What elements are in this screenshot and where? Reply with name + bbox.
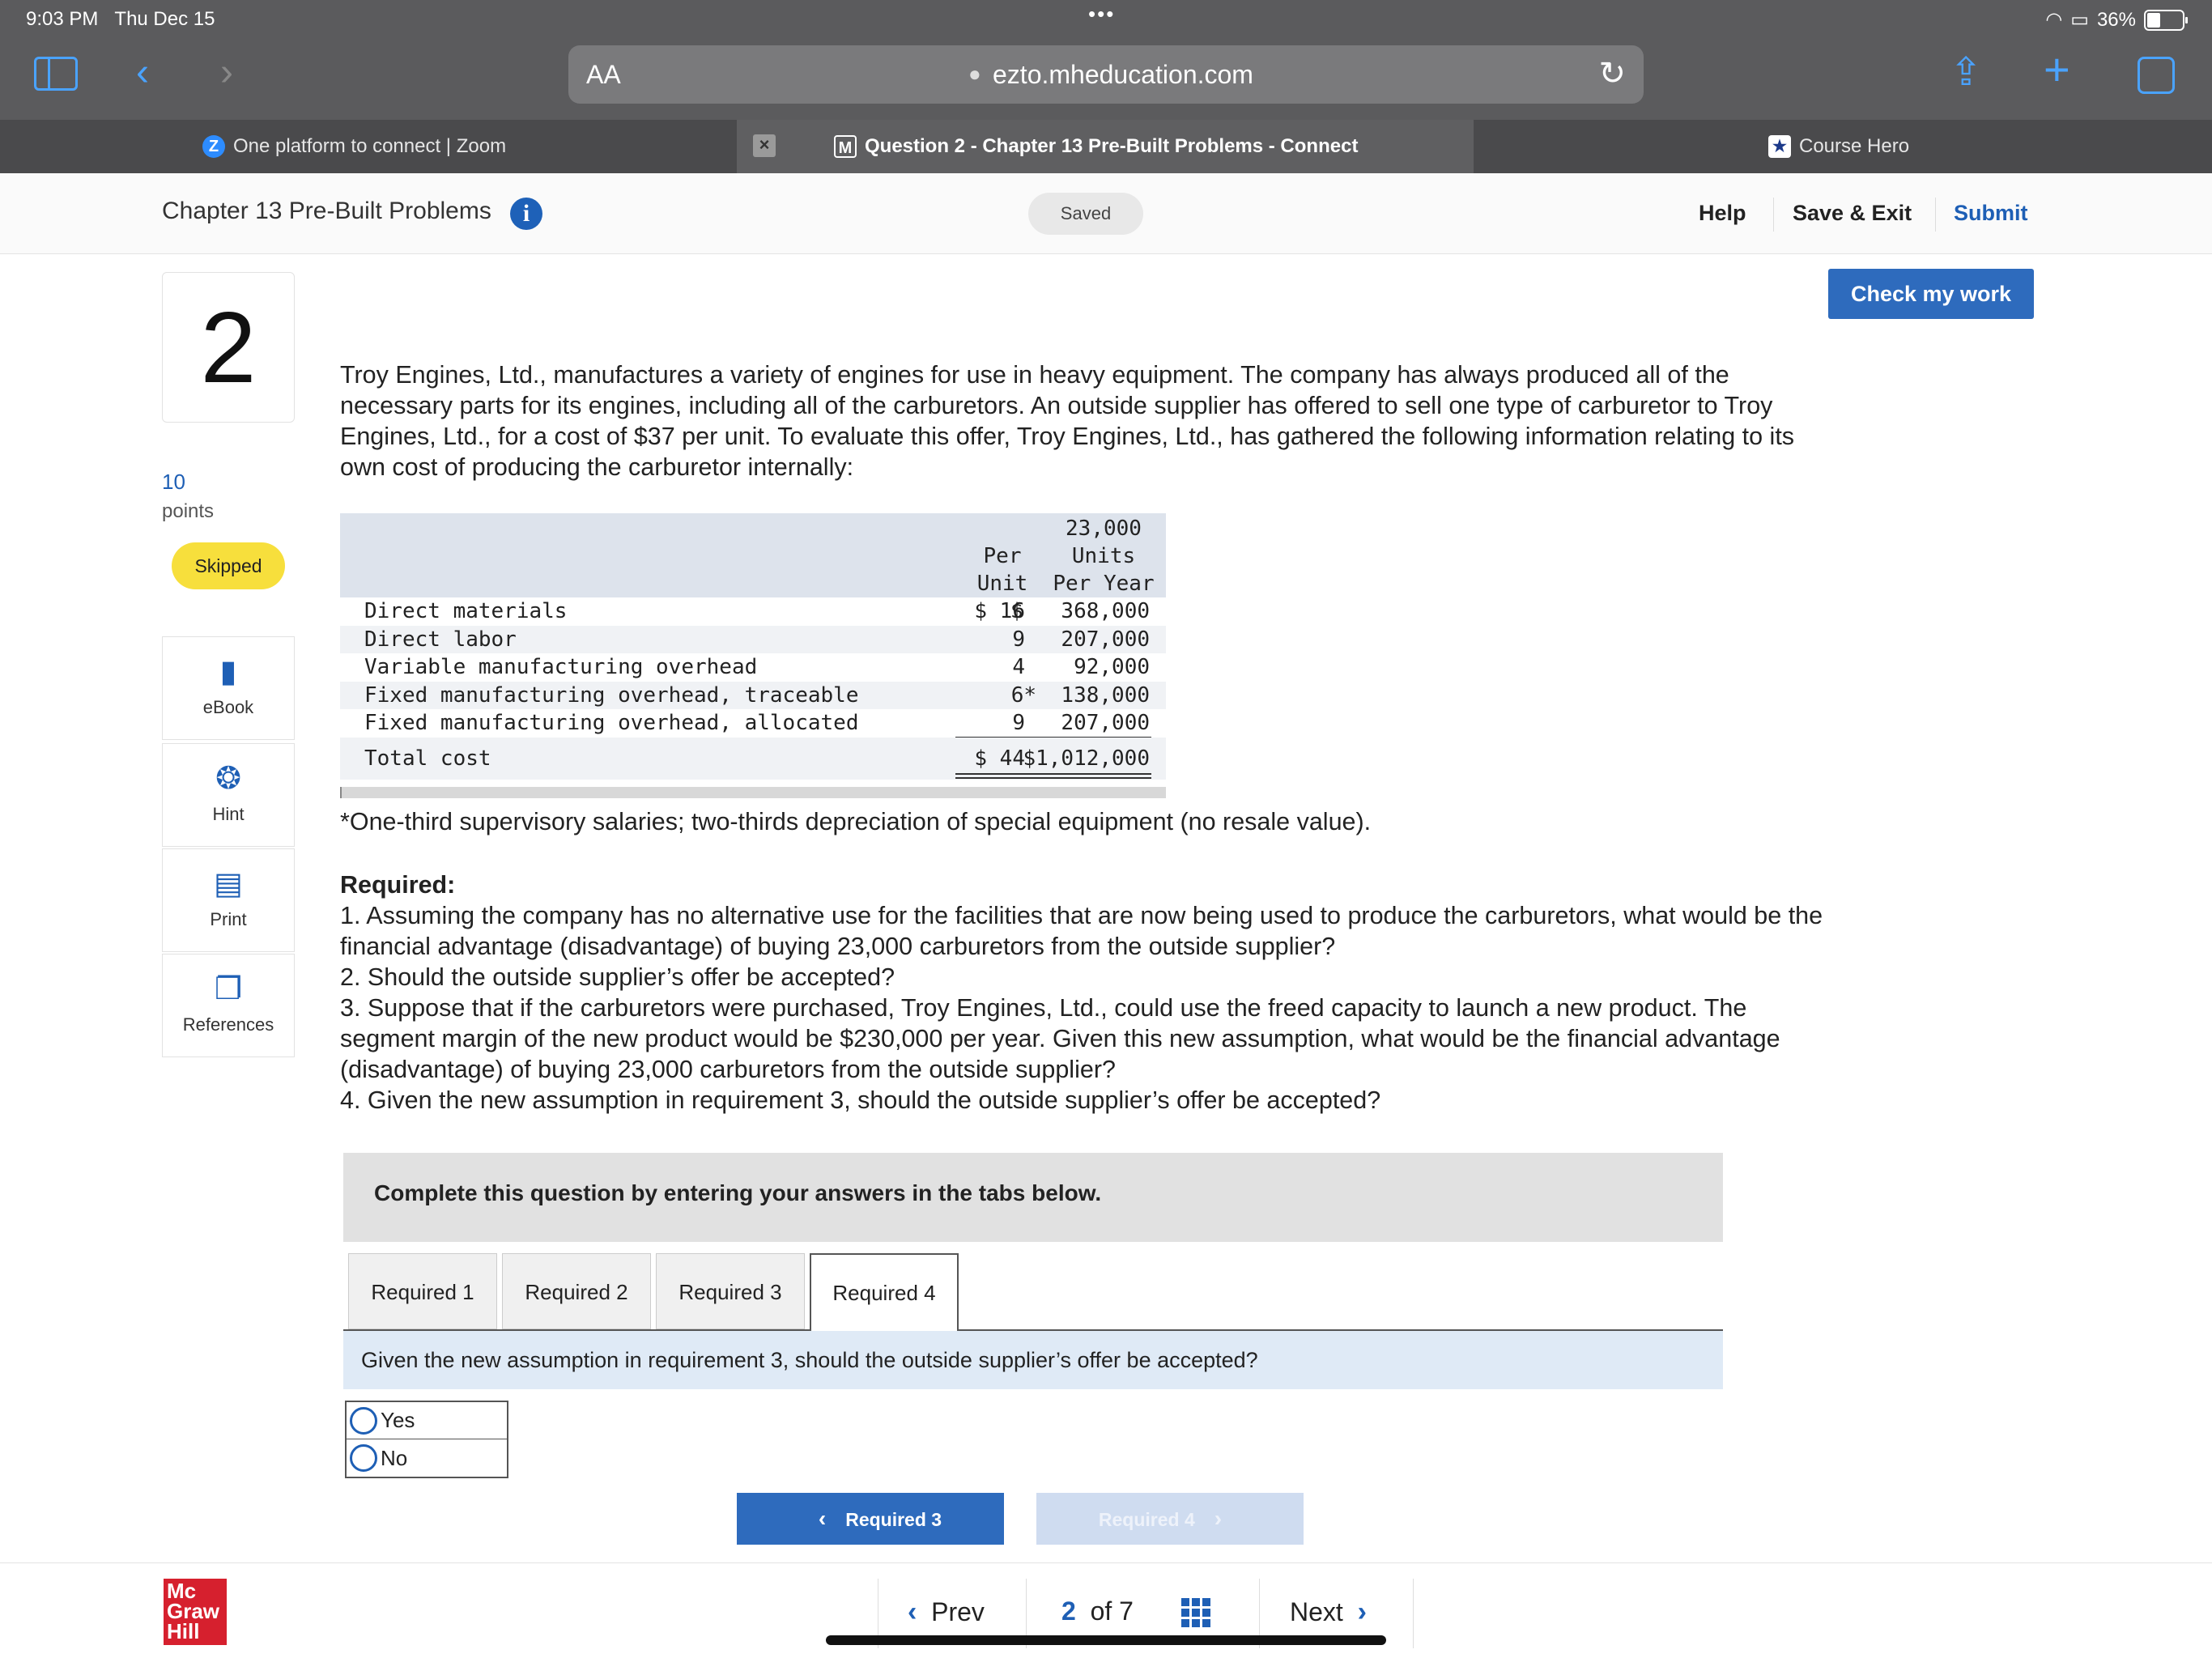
per-year-cell: $ 368,000 xyxy=(1010,599,1150,623)
skipped-status-badge: Skipped xyxy=(172,542,285,589)
row-label: Total cost xyxy=(364,746,491,771)
option-label: No xyxy=(381,1445,408,1470)
table-row xyxy=(340,626,1166,654)
question-text: Troy Engines, Ltd., manufactures a variety of engines for use in heavy equipment. The company has always produced all of the necessary parts for its engines, including all of the carburetors. An outside supplier has offered to sell one type of carburetor to Troy Engines, Ltd., for a cost of $37 per unit. To evaluate this offer, Troy Engines, Ltd., has gathered the following information relating to its own cost of producing the carburetor internally: xyxy=(340,361,1795,481)
option-yes[interactable] xyxy=(347,1402,507,1439)
saved-status-badge: Saved xyxy=(1028,193,1143,235)
requirement-item: 4. Given the new assumption in requirement 3, should the outside supplier’s offer be accepted? xyxy=(340,1086,1381,1114)
table-row xyxy=(340,653,1166,682)
submit-link[interactable]: Submit xyxy=(1954,201,2028,225)
next-required-button xyxy=(1036,1493,1304,1545)
cost-table-header xyxy=(340,513,1166,597)
info-icon[interactable]: i xyxy=(510,198,542,230)
option-label: Yes xyxy=(381,1408,415,1432)
assignment-header xyxy=(0,173,2212,254)
printer-icon: ▤ xyxy=(214,867,243,901)
share-icon[interactable]: ⇪ xyxy=(1950,51,1983,94)
status-bar xyxy=(0,0,2212,37)
tab-required-2[interactable]: Required 2 xyxy=(502,1253,651,1329)
new-tab-plus-icon[interactable]: + xyxy=(2044,44,2070,95)
coursehero-favicon-icon: ★ xyxy=(1768,135,1791,158)
reader-aa-button[interactable]: AA xyxy=(586,60,621,89)
total-row xyxy=(340,738,1166,780)
chevron-left-icon: ‹ xyxy=(818,1506,827,1531)
tab-required-3[interactable]: Required 3 xyxy=(656,1253,805,1329)
per-unit-cell: $ 16 xyxy=(974,599,1025,623)
per-unit-cell: 4 xyxy=(1012,655,1025,679)
table-footnote: *One-third supervisory salaries; two-thirds depreciation of special equipment (no resale value). xyxy=(340,808,1372,835)
car-icon: ▭ xyxy=(2070,9,2089,31)
table-row xyxy=(340,709,1166,738)
requirement-item: 2. Should the outside supplier’s offer be accepted? xyxy=(340,963,895,991)
footer-divider xyxy=(0,1562,2212,1563)
prev-question-button[interactable] xyxy=(908,1596,985,1628)
address-bar[interactable] xyxy=(568,45,1644,104)
answer-options xyxy=(345,1401,508,1478)
url-text[interactable]: ezto.mheducation.com xyxy=(993,60,1253,89)
total-double-underline xyxy=(1020,773,1151,775)
browser-tab-label: One platform to connect | Zoom xyxy=(233,135,507,157)
per-year-cell: $1,012,000 xyxy=(1023,746,1150,771)
answer-instruction-banner xyxy=(343,1153,1723,1242)
table-row xyxy=(340,597,1166,626)
home-indicator[interactable] xyxy=(826,1635,1386,1645)
print-label: Print xyxy=(210,909,247,929)
close-tab-icon[interactable]: × xyxy=(753,134,776,157)
radio-no[interactable] xyxy=(350,1444,377,1472)
prev-required-label: Required 3 xyxy=(845,1509,942,1530)
browser-tab-zoom[interactable] xyxy=(202,120,506,173)
references-label: References xyxy=(182,1014,274,1035)
per-unit-cell: 9 xyxy=(1012,711,1025,735)
radio-yes[interactable] xyxy=(350,1407,377,1435)
points-label: points xyxy=(162,500,215,522)
battery-percent: 36% xyxy=(2096,8,2136,31)
logo-line: Mc xyxy=(167,1579,197,1603)
tabs-overview-icon[interactable] xyxy=(2138,57,2175,94)
mcgraw-hill-logo xyxy=(164,1579,227,1645)
per-unit-cell: 9 xyxy=(1012,627,1025,652)
references-button[interactable] xyxy=(162,954,295,1057)
browser-tab-strip xyxy=(0,120,2212,173)
hint-label: Hint xyxy=(212,804,245,824)
grid-icon[interactable] xyxy=(1181,1598,1210,1627)
prev-required-button[interactable] xyxy=(737,1493,1004,1545)
requirement-item: 3. Suppose that if the carburetors were purchased, Troy Engines, Ltd., could use the freed capacity to launch a new product. The segment margin of the new product would be $230,000 per year. Given this new assumption, what would be the financial advantage (disadvantage) of buying 23,000 carburetors from the outside supplier? xyxy=(340,994,1780,1083)
per-unit-cell: $ 44 xyxy=(974,746,1025,771)
print-button[interactable] xyxy=(162,848,295,952)
hint-button[interactable] xyxy=(162,743,295,847)
next-required-label: Required 4 xyxy=(1098,1509,1195,1530)
status-time: 9:03 PM Thu Dec 15 xyxy=(26,8,215,30)
option-no[interactable] xyxy=(347,1439,507,1477)
documents-icon: ❐ xyxy=(214,972,243,1006)
save-exit-link[interactable]: Save & Exit xyxy=(1793,201,1912,225)
current-question: 2 xyxy=(1061,1596,1076,1626)
required-heading: Required: xyxy=(340,871,456,899)
tab-required-4[interactable]: Required 4 xyxy=(810,1253,959,1331)
points-value: 10 xyxy=(162,470,185,494)
browser-tab-label: Question 2 - Chapter 13 Pre-Built Problems - Connect xyxy=(865,135,1359,157)
row-label: Fixed manufacturing overhead, allocated xyxy=(364,711,859,735)
row-label: Direct labor xyxy=(364,627,517,652)
multitask-dots-icon[interactable]: ••• xyxy=(1088,2,1116,26)
browser-tab-label: Course Hero xyxy=(1799,135,1910,157)
table-row xyxy=(340,682,1166,710)
question-total: of 7 xyxy=(1090,1596,1134,1626)
browser-chrome xyxy=(0,0,2212,120)
per-unit-cell: 6* xyxy=(1010,682,1036,708)
check-my-work-button[interactable]: Check my work xyxy=(1828,269,2034,319)
assignment-title: Chapter 13 Pre-Built Problems xyxy=(162,198,491,224)
back-chevron-icon[interactable]: ‹ xyxy=(136,51,149,94)
reload-icon[interactable]: ↻ xyxy=(1598,56,1626,91)
per-year-cell: 92,000 xyxy=(1074,655,1150,679)
lifebuoy-icon: ❂ xyxy=(215,762,241,796)
logo-line: Graw xyxy=(167,1599,220,1623)
requirements-list xyxy=(340,869,1846,1116)
question-number: 2 xyxy=(162,272,295,423)
next-question-button[interactable] xyxy=(1290,1596,1367,1628)
battery-icon xyxy=(2144,10,2184,31)
wifi-icon: ◠ xyxy=(2045,9,2063,31)
ebook-label: eBook xyxy=(202,697,254,717)
per-year-cell: 207,000 xyxy=(1061,711,1150,735)
book-icon: ▮ xyxy=(219,655,237,689)
per-year-cell: 138,000 xyxy=(1061,682,1150,708)
header-divider xyxy=(1773,198,1774,232)
browser-tab-coursehero[interactable] xyxy=(1768,120,1909,173)
browser-tab-connect[interactable] xyxy=(737,120,1474,173)
header-line: Unit xyxy=(976,572,1028,596)
total-double-underline xyxy=(1020,777,1151,779)
header-line: Units xyxy=(1071,544,1136,568)
cost-table xyxy=(340,513,1166,780)
chevron-right-icon: › xyxy=(1357,1596,1367,1627)
row-label: Direct materials xyxy=(364,599,568,623)
requirement-item: 1. Assuming the company has no alternative use for the facilities that are now being used to produce the carburetors, what would be the financial advantage (disadvantage) of buying 23,000 carburetors from the outside supplier? xyxy=(340,902,1823,960)
next-label: Next xyxy=(1290,1597,1343,1626)
chevron-left-icon: ‹ xyxy=(908,1596,917,1627)
answer-prompt: Given the new assumption in requirement 3, should the outside supplier’s offer be accepted? xyxy=(343,1331,1723,1389)
question-position[interactable] xyxy=(1061,1596,1134,1626)
header-divider xyxy=(1935,198,1936,232)
ebook-button[interactable] xyxy=(162,636,295,740)
chevron-right-icon: › xyxy=(1214,1506,1223,1531)
header-line: Per xyxy=(983,544,1022,568)
help-link[interactable]: Help xyxy=(1699,201,1746,225)
per-year-cell: 207,000 xyxy=(1061,627,1150,652)
total-double-underline xyxy=(955,777,1025,779)
header-line: 23,000 xyxy=(1066,517,1142,541)
zoom-favicon-icon: Z xyxy=(202,135,225,158)
mcgraw-favicon-icon: M xyxy=(834,135,857,158)
forward-chevron-icon[interactable]: › xyxy=(220,51,233,94)
lock-icon: ● xyxy=(968,62,981,86)
table-scrollbar[interactable] xyxy=(340,787,1166,798)
tab-required-1[interactable]: Required 1 xyxy=(348,1253,497,1329)
logo-line: Hill xyxy=(167,1619,200,1643)
per-year-header xyxy=(1043,515,1164,597)
per-unit-header xyxy=(954,542,1051,597)
status-right xyxy=(2045,8,2184,32)
row-label: Variable manufacturing overhead xyxy=(364,655,758,679)
sidebar-toggle-icon[interactable] xyxy=(34,57,78,91)
answer-instruction: Complete this question by entering your answers in the tabs below. xyxy=(374,1180,1102,1205)
header-line: Per Year xyxy=(1053,572,1155,596)
prev-label: Prev xyxy=(931,1597,985,1626)
row-label: Fixed manufacturing overhead, traceable xyxy=(364,682,859,708)
total-double-underline xyxy=(955,773,1025,775)
